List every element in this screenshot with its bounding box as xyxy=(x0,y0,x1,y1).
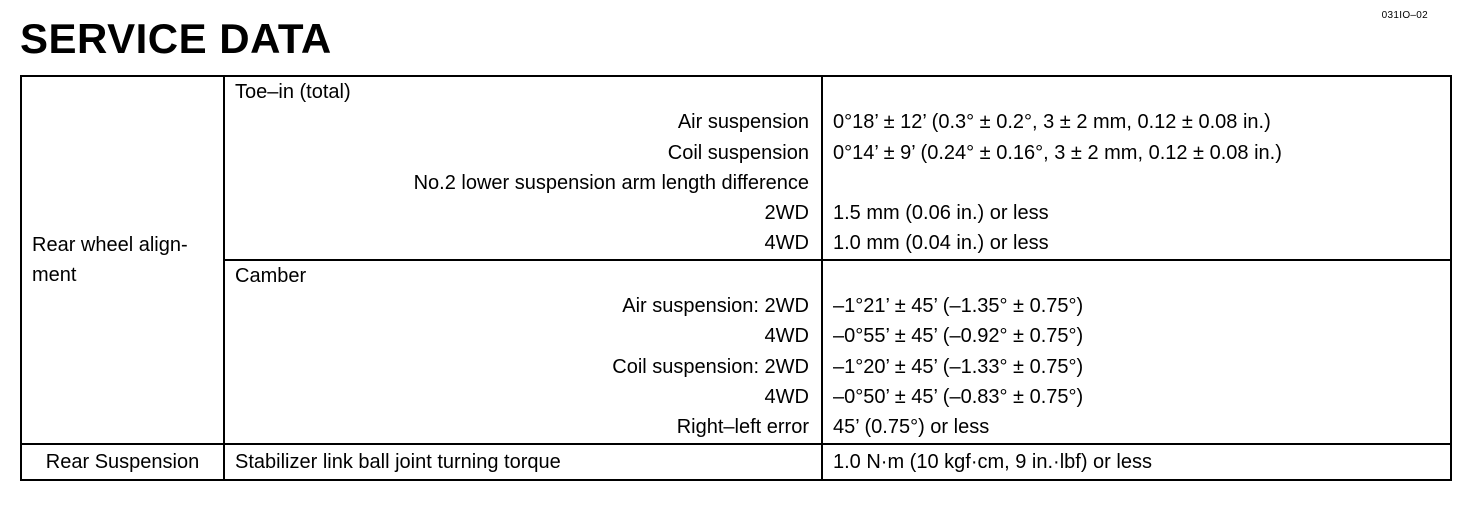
toe-in-coil-label: Coil suspension xyxy=(667,141,809,164)
camber-row xyxy=(21,260,1451,444)
category-rear-wheel-alignment xyxy=(21,76,224,444)
camber-header-spacer xyxy=(823,261,1450,291)
category-rear-suspension: Rear Suspension xyxy=(21,444,224,480)
arm-2wd-label: 2WD xyxy=(764,202,809,225)
toe-in-specs xyxy=(822,76,1451,260)
camber-specs xyxy=(822,260,1451,444)
camber-air-4wd-value: –0°55’ ± 45’ (–0.92° ± 0.75°) xyxy=(833,325,1084,348)
stabilizer-spec-value: 1.0 N·m (10 kgf·cm, 9 in.·lbf) or less xyxy=(833,450,1152,473)
camber-coil-2wd-value: –1°20’ ± 45’ (–1.33° ± 0.75°) xyxy=(833,355,1084,378)
category-label-line-1: Rear wheel align- xyxy=(32,233,188,256)
camber-right-left-value: 45’ (0.75°) or less xyxy=(833,416,990,439)
toe-in-header: Toe–in (total) xyxy=(235,81,351,103)
toe-in-header-spacer xyxy=(823,77,1450,107)
stabilizer-spec-cell xyxy=(822,444,1451,480)
arm-2wd-value: 1.5 mm (0.06 in.) or less xyxy=(833,202,1049,225)
camber-air-4wd-label: 4WD xyxy=(764,325,809,348)
toe-in-row xyxy=(21,76,1451,260)
arm-4wd-value: 1.0 mm (0.04 in.) or less xyxy=(833,232,1049,255)
stabilizer-item-cell xyxy=(224,444,822,480)
service-data-table xyxy=(20,75,1452,481)
page-title: SERVICE DATA xyxy=(20,15,332,62)
category-label-line-2: ment xyxy=(32,263,77,286)
camber-coil-2wd-label: Coil suspension: 2WD xyxy=(612,355,809,378)
toe-in-items xyxy=(224,76,822,260)
toe-in-air-value: 0°18’ ± 12’ (0.3° ± 0.2°, 3 ± 2 mm, 0.12 ± 0.08 in.) xyxy=(833,111,1271,134)
arm-4wd-label: 4WD xyxy=(764,232,809,255)
camber-items xyxy=(224,260,822,444)
stabilizer-item-label: Stabilizer link ball joint turning torque xyxy=(235,450,561,473)
arm-length-spacer xyxy=(823,168,1450,198)
camber-header: Camber xyxy=(235,264,307,287)
toe-in-coil-value: 0°14’ ± 9’ (0.24° ± 0.16°, 3 ± 2 mm, 0.12 ± 0.08 in.) xyxy=(833,141,1282,164)
document-code: 031IO–02 xyxy=(1381,10,1428,21)
toe-in-air-label: Air suspension xyxy=(677,111,809,134)
camber-coil-4wd-label: 4WD xyxy=(764,385,809,408)
arm-length-label: No.2 lower suspension arm length difference xyxy=(413,171,809,194)
camber-right-left-label: Right–left error xyxy=(676,416,809,439)
camber-coil-4wd-value: –0°50’ ± 45’ (–0.83° ± 0.75°) xyxy=(833,385,1084,408)
camber-air-2wd-label: Air suspension: 2WD xyxy=(622,295,809,318)
camber-air-2wd-value: –1°21’ ± 45’ (–1.35° ± 0.75°) xyxy=(833,295,1084,318)
rear-suspension-row xyxy=(21,444,1451,480)
